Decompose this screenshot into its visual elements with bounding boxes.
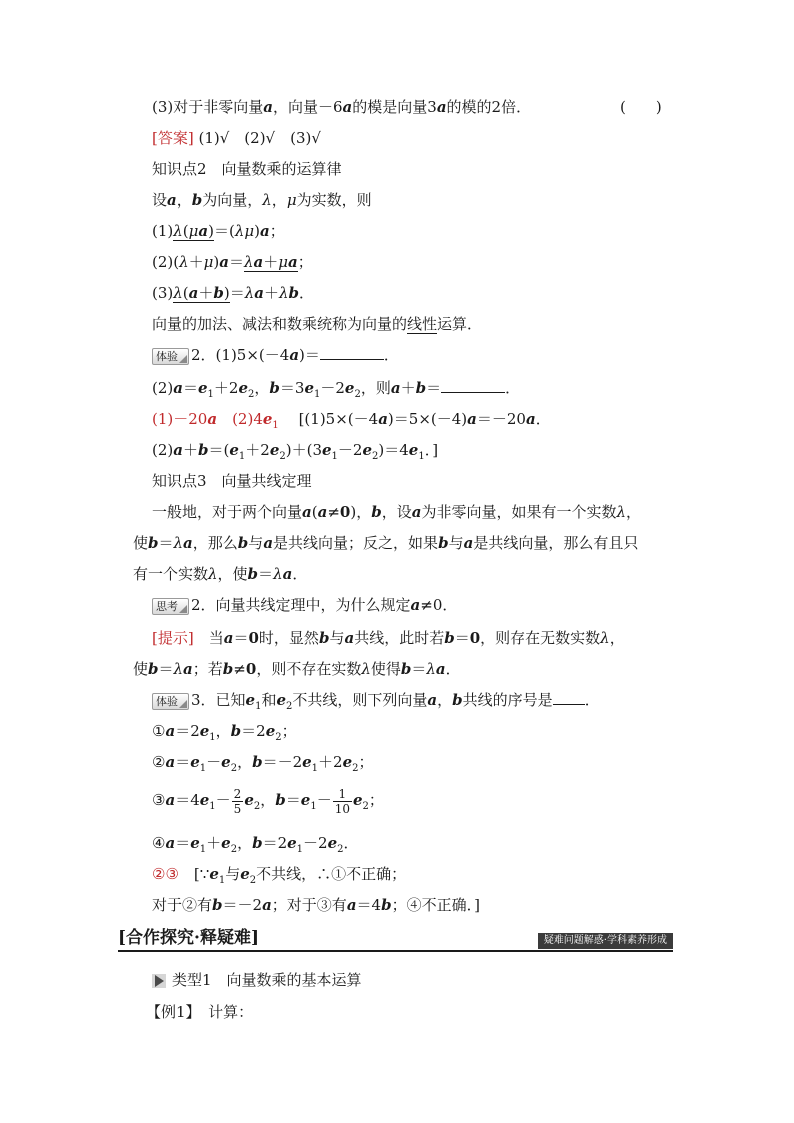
experience-2-q2: $(2)a=e_1+2e_2$，$b=3e_1-2e_2$，则a＋b＝ ． xyxy=(152,379,521,400)
theorem-line-2: 使b＝λa，那么b与a是共线向量；反之，如果b与a是共线向量，那么有且只 xyxy=(133,534,639,552)
hint-tag: [提示] xyxy=(152,629,194,647)
option-3: $③a=4e_1-$ $\frac{2}{5}$ $e_2$，$b=e_1-$ $\frac{1}{10}$ $e_2$； xyxy=(152,786,384,816)
hint-line-1: [提示] 当a＝0时，显然b与a共线，此时若b＝0，则存在无数实数λ， xyxy=(152,629,625,647)
example-1 xyxy=(146,1002,253,1022)
linear-operation-note: 向量的加法、减法和数乘统称为向量的线性运算． xyxy=(152,315,483,333)
option-1: $①a=2e_1$，$b=2e_2$； xyxy=(152,722,297,743)
section-subtitle: 疑难问题解惑·学科素养形成 xyxy=(538,933,673,949)
law-3: (3)λ(a＋b)＝λa＋λb． xyxy=(152,284,315,302)
think-tag: 思考 xyxy=(152,598,189,615)
statement-3: (3)对于非零向量a，向量－6a的模是向量3a的模的2倍． xyxy=(152,98,532,116)
experience-3-question: 体验 3．已知$e_1$和$e_2$不共线，则下列向量a，b共线的序号是 ． xyxy=(152,690,600,717)
answer-text: (1)√ (2)√ (3)√ xyxy=(198,129,321,147)
option-4: $④a=e_1+e_2$，$b=2e_1-2e_2$． xyxy=(152,834,359,855)
experience-2-answer: (1)－20a $(2)4e_1$ [(1)5×(－4a)＝5×(－4)a＝－20a． xyxy=(152,410,551,431)
experience-3-answer: ②③ [$\because e_1$与$e_2$不共线，∴①不正确； xyxy=(152,865,407,886)
think-question: 思考 2．向量共线定理中，为什么规定a≠0． xyxy=(152,595,457,615)
law-2: (2)(λ＋μ)a＝λa＋μa； xyxy=(152,253,313,271)
answer-paren: ( ) xyxy=(620,98,662,116)
option-2: $②a=e_1-e_2$，$b=-2e_1+2e_2$； xyxy=(152,753,374,774)
knowledge-point-3-title: 知识点3 向量共线定理 xyxy=(152,472,312,490)
answer-marks: ②③ xyxy=(152,865,179,883)
knowledge-point-2-title: 知识点2 向量数乘的运算律 xyxy=(152,160,342,178)
example-label: 【例1】 xyxy=(146,1003,194,1021)
experience-2-solution: $(2)a+b=(e_1+2e_2)+(3e_1-2e_2)=4e_1$．] xyxy=(152,441,439,462)
hint-line-2: 使b＝λa；若b≠0，则不存在实数λ使得b＝λa． xyxy=(133,660,461,678)
experience-tag: 体验 xyxy=(152,348,189,365)
section-header xyxy=(118,926,673,952)
play-triangle-icon xyxy=(152,974,166,988)
experience-tag: 体验 xyxy=(152,693,189,710)
answer-line xyxy=(152,128,321,148)
kp2-intro: 设a，b为向量，λ，μ为实数，则 xyxy=(152,191,372,209)
experience-3-solution: 对于②有b＝－2a；对于③有a＝4b；④不正确．] xyxy=(152,896,480,914)
law-1: (1)λ(μa)＝(λμ)a； xyxy=(152,222,285,240)
example-text: 计算： xyxy=(208,1003,254,1021)
answer-tag: [答案] xyxy=(152,129,194,147)
theorem-line-1: 一般地，对于两个向量a(a≠0)，b，设a为非零向量，如果有一个实数λ， xyxy=(152,503,642,521)
theorem-line-3: 有一个实数λ，使b＝λa． xyxy=(133,565,308,583)
fraction-1-10: $\frac{1}{10}$ xyxy=(334,786,350,816)
type-1-heading: 类型1 向量数乘的基本运算 xyxy=(152,970,362,990)
fraction-2-5: $\frac{2}{5}$ xyxy=(233,786,242,816)
experience-2-q1: 体验 2．(1)5×(－4a)＝ ． xyxy=(152,345,399,365)
section-title: [合作探究·释疑难] xyxy=(118,928,260,948)
